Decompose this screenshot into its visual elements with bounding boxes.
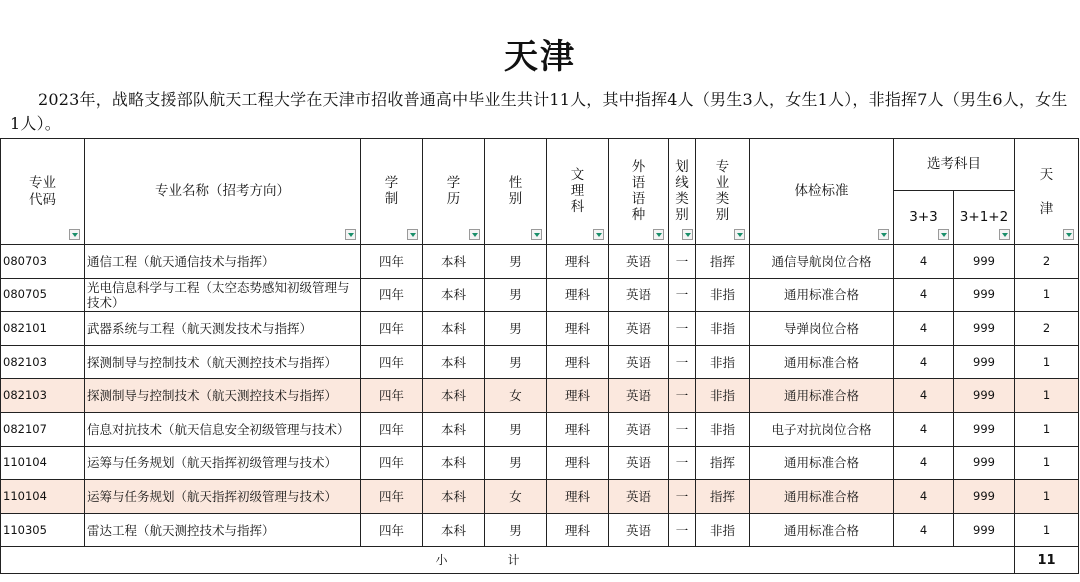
cell-degree[interactable]: 本科 <box>423 412 485 446</box>
cell-line[interactable]: 一 <box>669 345 696 379</box>
cell-category[interactable]: 非指 <box>696 412 750 446</box>
total-label: 小计 <box>1 547 1015 574</box>
cell-medical[interactable]: 通用标准合格 <box>750 480 894 514</box>
header-language-label: 外语语种 <box>631 159 646 223</box>
cell-track[interactable]: 理科 <box>547 278 609 312</box>
table-row <box>1 379 1079 413</box>
cell-s312[interactable]: 999 <box>954 245 1015 279</box>
header-track-label: 文理科 <box>570 167 585 215</box>
total-value: 11 <box>1015 547 1079 574</box>
cell-quota[interactable]: 1 <box>1015 480 1079 514</box>
cell-s312[interactable]: 999 <box>954 379 1015 413</box>
header-s33-label: 3+3 <box>909 209 938 225</box>
cell-name[interactable]: 运筹与任务规划（航天指挥初级管理与技术） <box>85 480 361 514</box>
header-category <box>696 139 750 245</box>
header-s33 <box>894 191 954 245</box>
cell-track[interactable]: 理科 <box>547 513 609 547</box>
cell-duration[interactable]: 四年 <box>361 345 423 379</box>
filter-dropdown-icon[interactable] <box>407 229 418 240</box>
header-degree-label: 学历 <box>446 175 461 207</box>
cell-quota[interactable]: 1 <box>1015 513 1079 547</box>
table-row <box>1 412 1079 446</box>
filter-dropdown-icon[interactable] <box>878 229 889 240</box>
cell-s312[interactable]: 999 <box>954 446 1015 480</box>
cell-code[interactable]: 082103 <box>1 345 85 379</box>
cell-name[interactable]: 雷达工程（航天测控技术与指挥） <box>85 513 361 547</box>
cell-quota[interactable]: 1 <box>1015 412 1079 446</box>
cell-s33[interactable]: 4 <box>894 245 954 279</box>
cell-language[interactable]: 英语 <box>609 278 669 312</box>
cell-code[interactable]: 082107 <box>1 412 85 446</box>
header-medical <box>750 139 894 245</box>
cell-quota[interactable]: 2 <box>1015 312 1079 346</box>
header-category-label: 专业类别 <box>715 159 730 223</box>
header-quota <box>1015 139 1079 245</box>
cell-code[interactable]: 080703 <box>1 245 85 279</box>
cell-medical[interactable]: 通用标准合格 <box>750 379 894 413</box>
cell-s33[interactable]: 4 <box>894 446 954 480</box>
cell-name[interactable]: 光电信息科学与工程（太空态势感知初级管理与技术） <box>85 278 361 312</box>
cell-s33[interactable]: 4 <box>894 412 954 446</box>
header-code-label: 专业代码 <box>29 174 56 208</box>
cell-code[interactable]: 110104 <box>1 480 85 514</box>
cell-gender[interactable]: 男 <box>485 312 547 346</box>
cell-s33[interactable]: 4 <box>894 312 954 346</box>
header-name <box>85 139 361 245</box>
cell-language[interactable]: 英语 <box>609 245 669 279</box>
cell-medical[interactable]: 导弹岗位合格 <box>750 312 894 346</box>
table-row <box>1 480 1079 514</box>
cell-code[interactable]: 080705 <box>1 278 85 312</box>
cell-gender[interactable]: 男 <box>485 278 547 312</box>
cell-quota[interactable]: 2 <box>1015 245 1079 279</box>
filter-dropdown-icon[interactable] <box>653 229 664 240</box>
cell-line[interactable]: 一 <box>669 513 696 547</box>
header-quota-label: 天津 <box>1039 166 1054 217</box>
cell-line[interactable]: 一 <box>669 480 696 514</box>
cell-s33[interactable]: 4 <box>894 480 954 514</box>
header-gender <box>485 139 547 245</box>
cell-medical[interactable]: 通用标准合格 <box>750 446 894 480</box>
cell-line[interactable]: 一 <box>669 312 696 346</box>
cell-language[interactable]: 英语 <box>609 513 669 547</box>
header-duration <box>361 139 423 245</box>
cell-medical[interactable]: 通信导航岗位合格 <box>750 245 894 279</box>
cell-s312[interactable]: 999 <box>954 312 1015 346</box>
cell-gender[interactable]: 男 <box>485 446 547 480</box>
cell-gender[interactable]: 男 <box>485 513 547 547</box>
table-row <box>1 345 1079 379</box>
header-duration-label: 学制 <box>384 175 399 207</box>
cell-s33[interactable]: 4 <box>894 278 954 312</box>
cell-category[interactable]: 指挥 <box>696 480 750 514</box>
header-code <box>1 139 85 245</box>
cell-degree[interactable]: 本科 <box>423 480 485 514</box>
cell-degree[interactable]: 本科 <box>423 245 485 279</box>
cell-degree[interactable]: 本科 <box>423 379 485 413</box>
filter-dropdown-icon[interactable] <box>1063 229 1074 240</box>
cell-name[interactable]: 探测制导与控制技术（航天测控技术与指挥） <box>85 379 361 413</box>
header-gender-label: 性别 <box>508 175 523 207</box>
cell-gender[interactable]: 女 <box>485 379 547 413</box>
cell-code[interactable]: 110104 <box>1 446 85 480</box>
header-subjects <box>894 139 1015 191</box>
cell-degree[interactable]: 本科 <box>423 278 485 312</box>
cell-language[interactable]: 英语 <box>609 312 669 346</box>
header-line <box>669 139 696 245</box>
cell-gender[interactable]: 女 <box>485 480 547 514</box>
cell-track[interactable]: 理科 <box>547 312 609 346</box>
admission-table-wrapper <box>0 138 1080 574</box>
cell-category[interactable]: 非指 <box>696 278 750 312</box>
cell-medical[interactable]: 通用标准合格 <box>750 513 894 547</box>
cell-degree[interactable]: 本科 <box>423 513 485 547</box>
table-row <box>1 446 1079 480</box>
cell-name[interactable]: 通信工程（航天通信技术与指挥） <box>85 245 361 279</box>
filter-dropdown-icon[interactable] <box>531 229 542 240</box>
cell-track[interactable]: 理科 <box>547 412 609 446</box>
cell-code[interactable]: 082101 <box>1 312 85 346</box>
header-degree <box>423 139 485 245</box>
cell-duration[interactable]: 四年 <box>361 278 423 312</box>
cell-code[interactable]: 110305 <box>1 513 85 547</box>
header-name-label: 专业名称（招考方向） <box>155 183 290 199</box>
cell-gender[interactable]: 男 <box>485 245 547 279</box>
filter-dropdown-icon[interactable] <box>999 229 1010 240</box>
cell-category[interactable]: 非指 <box>696 312 750 346</box>
admission-table <box>0 138 1079 574</box>
cell-s312[interactable]: 999 <box>954 480 1015 514</box>
page-title: 天津 <box>504 37 576 77</box>
table-row <box>1 312 1079 346</box>
cell-category[interactable]: 指挥 <box>696 245 750 279</box>
cell-category[interactable]: 非指 <box>696 513 750 547</box>
cell-degree[interactable]: 本科 <box>423 312 485 346</box>
filter-dropdown-icon[interactable] <box>682 229 693 240</box>
cell-language[interactable]: 英语 <box>609 480 669 514</box>
filter-dropdown-icon[interactable] <box>345 229 356 240</box>
cell-gender[interactable]: 男 <box>485 345 547 379</box>
cell-s33[interactable]: 4 <box>894 513 954 547</box>
cell-duration[interactable]: 四年 <box>361 379 423 413</box>
cell-s312[interactable]: 999 <box>954 513 1015 547</box>
header-subjects-label: 选考科目 <box>927 156 981 172</box>
cell-track[interactable]: 理科 <box>547 480 609 514</box>
cell-code[interactable]: 082103 <box>1 379 85 413</box>
cell-quota[interactable]: 1 <box>1015 446 1079 480</box>
cell-duration[interactable]: 四年 <box>361 412 423 446</box>
cell-quota[interactable]: 1 <box>1015 278 1079 312</box>
cell-language[interactable]: 英语 <box>609 446 669 480</box>
cell-s312[interactable]: 999 <box>954 412 1015 446</box>
cell-category[interactable]: 指挥 <box>696 446 750 480</box>
cell-line[interactable]: 一 <box>669 412 696 446</box>
cell-duration[interactable]: 四年 <box>361 513 423 547</box>
cell-track[interactable]: 理科 <box>547 345 609 379</box>
cell-medical[interactable]: 通用标准合格 <box>750 278 894 312</box>
cell-duration[interactable]: 四年 <box>361 446 423 480</box>
cell-degree[interactable]: 本科 <box>423 446 485 480</box>
cell-s33[interactable]: 4 <box>894 379 954 413</box>
cell-s312[interactable]: 999 <box>954 345 1015 379</box>
table-row <box>1 278 1079 312</box>
filter-dropdown-icon[interactable] <box>734 229 745 240</box>
table-row <box>1 245 1079 279</box>
table-body <box>1 245 1079 547</box>
cell-language[interactable]: 英语 <box>609 379 669 413</box>
filter-dropdown-icon[interactable] <box>469 229 480 240</box>
cell-track[interactable]: 理科 <box>547 379 609 413</box>
cell-track[interactable]: 理科 <box>547 245 609 279</box>
cell-line[interactable]: 一 <box>669 379 696 413</box>
cell-gender[interactable]: 男 <box>485 412 547 446</box>
cell-duration[interactable]: 四年 <box>361 245 423 279</box>
header-medical-label: 体检标准 <box>794 183 849 199</box>
cell-category[interactable]: 非指 <box>696 379 750 413</box>
header-track <box>547 139 609 245</box>
cell-line[interactable]: 一 <box>669 446 696 480</box>
intro-paragraph: 2023年，战略支援部队航天工程大学在天津市招收普通高中毕业生共计11人，其中指挥4人（男生3人，女生1人），非指挥7人（男生6人，女生1人）。 <box>10 90 1068 133</box>
cell-name[interactable]: 武器系统与工程（航天测发技术与指挥） <box>85 312 361 346</box>
header-line-label: 划线类别 <box>675 159 689 223</box>
total-row <box>1 547 1079 574</box>
header-s312 <box>954 191 1015 245</box>
cell-duration[interactable]: 四年 <box>361 312 423 346</box>
cell-category[interactable]: 非指 <box>696 345 750 379</box>
header-language <box>609 139 669 245</box>
cell-line[interactable]: 一 <box>669 245 696 279</box>
header-s312-label: 3+1+2 <box>959 209 1009 225</box>
cell-medical[interactable]: 电子对抗岗位合格 <box>750 412 894 446</box>
cell-line[interactable]: 一 <box>669 278 696 312</box>
filter-dropdown-icon[interactable] <box>593 229 604 240</box>
cell-quota[interactable]: 1 <box>1015 379 1079 413</box>
cell-name[interactable]: 探测制导与控制技术（航天测控技术与指挥） <box>85 345 361 379</box>
cell-name[interactable]: 信息对抗技术（航天信息安全初级管理与技术） <box>85 412 361 446</box>
cell-duration[interactable]: 四年 <box>361 480 423 514</box>
cell-language[interactable]: 英语 <box>609 345 669 379</box>
cell-degree[interactable]: 本科 <box>423 345 485 379</box>
table-row <box>1 513 1079 547</box>
cell-s312[interactable]: 999 <box>954 278 1015 312</box>
cell-s33[interactable]: 4 <box>894 345 954 379</box>
filter-dropdown-icon[interactable] <box>938 229 949 240</box>
filter-dropdown-icon[interactable] <box>69 229 80 240</box>
cell-quota[interactable]: 1 <box>1015 345 1079 379</box>
cell-language[interactable]: 英语 <box>609 412 669 446</box>
cell-name[interactable]: 运筹与任务规划（航天指挥初级管理与技术） <box>85 446 361 480</box>
cell-track[interactable]: 理科 <box>547 446 609 480</box>
cell-medical[interactable]: 通用标准合格 <box>750 345 894 379</box>
